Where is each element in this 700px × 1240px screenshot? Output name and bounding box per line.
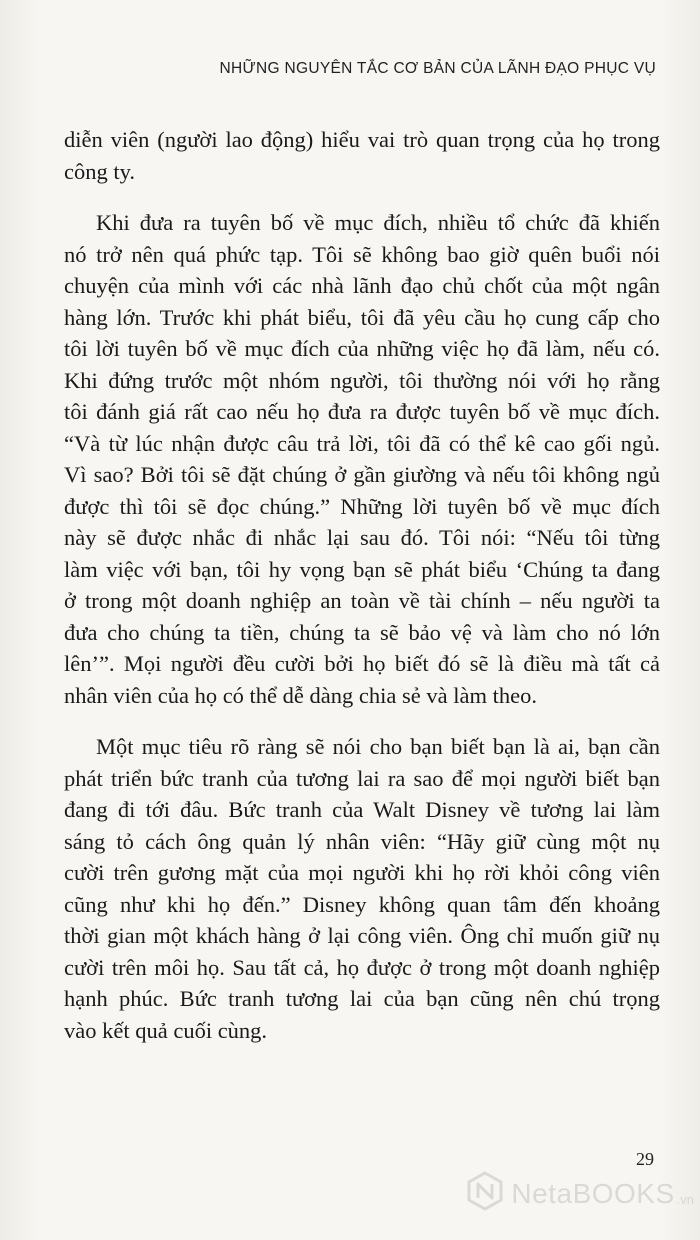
text-line: lên’”. Mọi người đều cười bởi họ biết đó sẽ là điều mà tất cả	[64, 651, 660, 676]
text-line: “Và từ lúc nhận được câu trả lời, tôi đã có thể kê cao gối ngủ.	[64, 430, 660, 456]
running-header: NHỮNG NGUYÊN TẮC CƠ BẢN CỦA LÃNH ĐẠO PHỤC VỤ	[219, 60, 656, 77]
watermark	[465, 1171, 694, 1216]
text-line: Vì sao? Bởi tôi sẽ đặt chúng ở gần giường và nếu tôi không ngủ	[64, 462, 660, 487]
text-line: cười trên môi họ. Sau tất cả, họ được ở trong một doanh nghiệp	[64, 954, 660, 980]
text-line: cũng như khi họ đến.” Disney không quan tâm đến khoảng	[64, 891, 660, 917]
text-line: thời gian một khách hàng ở lại công viên. Ông chỉ muốn giữ nụ	[64, 923, 660, 948]
paragraph-1	[64, 124, 660, 187]
watermark-brand: NetaBOOKS	[511, 1177, 675, 1209]
paragraph-2	[64, 207, 660, 711]
watermark-domain: .vn	[676, 1192, 694, 1207]
text-line: diễn viên (người lao động) hiểu vai trò quan trọng của họ trong	[64, 127, 660, 152]
text-line: chuyện của mình với các nhà lãnh đạo chủ chốt của một ngân	[64, 273, 660, 298]
text-line: tôi lời tuyên bố về mục đích của những việc họ đã làm, nếu có.	[64, 336, 660, 361]
netabooks-logo-icon	[465, 1171, 505, 1216]
text-line: sáng tỏ cách ông quản lý nhân viên: “Hãy giữ cùng một nụ	[64, 828, 660, 854]
text-line: Một mục tiêu rõ ràng sẽ nói cho bạn biết bạn là ai, bạn cần	[96, 734, 660, 759]
text-line: làm việc với bạn, tôi hy vọng bạn sẽ phát biểu ‘Chúng ta đang	[64, 556, 660, 582]
text-line: hàng lớn. Trước khi phát biểu, tôi đã yêu cầu họ cung cấp cho	[64, 304, 660, 330]
text-line: Khi đứng trước một nhóm người, tôi thường nói với họ rằng	[64, 367, 660, 393]
text-line: đưa cho chúng ta tiền, chúng ta sẽ bảo vệ và làm cho nó lớn	[64, 619, 660, 645]
body-text	[64, 124, 660, 1046]
text-line: này sẽ được nhắc đi nhắc lại sau đó. Tôi nói: “Nếu tôi từng	[64, 525, 660, 550]
text-line: nhân viên của họ có thể dễ dàng chia sẻ và làm theo.	[64, 682, 537, 708]
text-line: được thì tôi sẽ đọc chúng.” Những lời tuyên bố về mục đích	[64, 493, 660, 519]
paragraph-3	[64, 731, 660, 1046]
text-line: công ty.	[64, 158, 136, 184]
text-line: ở trong một doanh nghiệp an toàn về tài chính – nếu người ta	[64, 588, 660, 613]
text-line: cười trên gương mặt của mọi người khi họ rời khỏi công viên	[64, 860, 660, 885]
text-line: hạnh phúc. Bức tranh tương lai của bạn cũng nên chú trọng	[64, 986, 660, 1011]
text-line: Khi đưa ra tuyên bố về mục đích, nhiều tổ chức đã khiến	[96, 210, 660, 235]
text-line: tôi đánh giá rất cao nếu họ đưa ra được tuyên bố về mục đích.	[64, 399, 660, 424]
text-line: nó trở nên quá phức tạp. Tôi sẽ không bao giờ quên buổi nói	[64, 241, 660, 267]
text-line: vào kết quả cuối cùng.	[64, 1017, 268, 1043]
text-line: đang đi tới đâu. Bức tranh của Walt Disney về tương lai làm	[64, 797, 660, 822]
text-line: phát triển bức tranh của tương lai ra sao để mọi người biết bạn	[64, 765, 660, 791]
page-number: 29	[636, 1149, 654, 1169]
